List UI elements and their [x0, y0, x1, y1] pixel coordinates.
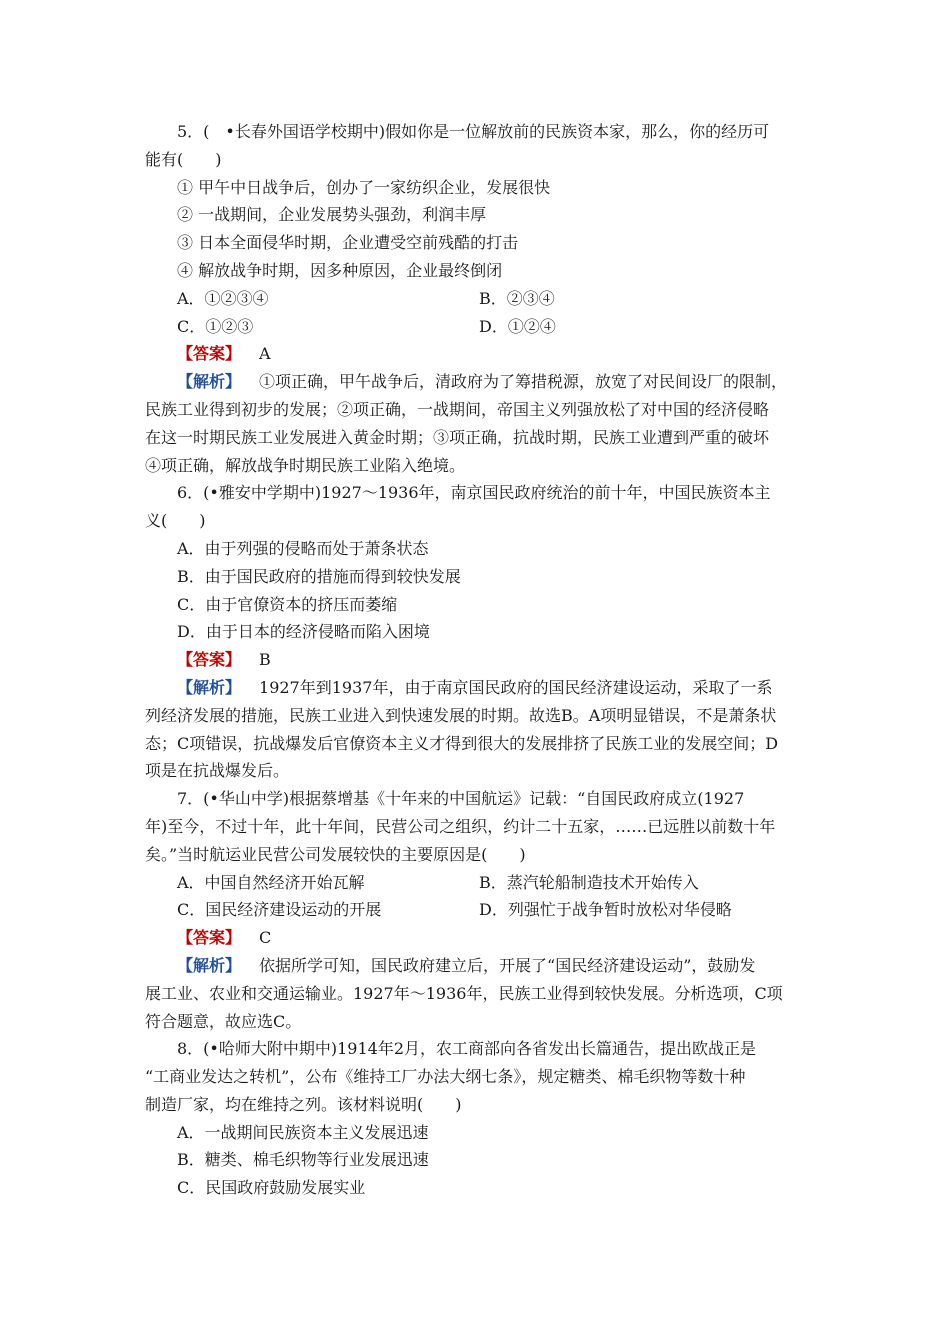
q5-option-a: A．①②③④: [177, 288, 269, 308]
q8-stem-line-2: “工商业发达之转机”，公布《维持工厂办法大纲七条》，规定糖类、棉毛织物等数十种: [145, 1067, 746, 1087]
answer-tag: 【答案】: [177, 928, 242, 948]
q6-option-b: B．由于国民政府的措施而得到较快发展: [177, 566, 461, 586]
q5-stem-line-1: 5．( •长春外国语学校期中)假如你是一位解放前的民族资本家，那么，你的经历可: [177, 122, 770, 141]
analysis-tag: 【解析】: [177, 955, 242, 975]
q7-option-a: A．中国自然经济开始瓦解: [177, 872, 365, 892]
q8-stem-line-1: 8．(•哈师大附中期中)1914年2月，农工商部向各省发出长篇通告，提出欧战正是: [177, 1039, 757, 1059]
q7-stem-line-2: 年)至今，不过十年，此十年间，民营公司之组织，约计二十五家，……已远胜以前数十年: [145, 816, 776, 836]
q6-analysis-line-2: 列经济发展的措施，民族工业进入到快速发展的时期。故选B。A项明显错误，不是萧条状: [145, 705, 777, 725]
q6-analysis-line-3: 态；C项错误，抗战爆发后官僚资本主义才得到很大的发展排挤了民族工业的发展空间；D: [145, 733, 779, 753]
q5-options-row-2: [145, 313, 810, 341]
q6-option-a: A．由于列强的侵略而处于萧条状态: [177, 538, 429, 558]
q6-stem-line-2: 义( ): [145, 511, 206, 531]
q8-stem-line-3: 制造厂家，均在维持之列。该材料说明( ): [145, 1094, 462, 1114]
q6-analysis-line-4: 项是在抗战爆发后。: [145, 761, 290, 781]
q5-option-d: D．①②④: [479, 316, 556, 336]
q7-analysis-line-3: 符合题意，故应选C。: [145, 1011, 302, 1031]
q7-option-d: D．列强忙于战争暂时放松对华侵略: [479, 900, 732, 920]
q5-answer-value: A: [259, 344, 271, 364]
q7-stem-line-3: 矣。”当时航运业民营公司发展较快的主要原因是( ): [145, 844, 526, 864]
q5-stem-line-2: 能有( ): [145, 149, 222, 169]
q8-option-a: A．一战期间民族资本主义发展迅速: [177, 1122, 429, 1142]
q6-answer-value: B: [259, 650, 271, 670]
q7-stem-line-1: 7．(•华山中学)根据蔡增基《十年来的中国航运》记载：“自国民政府成立(1927: [177, 789, 745, 809]
q5-answer-line: [145, 340, 810, 368]
q5-option-b: B．②③④: [479, 288, 555, 308]
q7-analysis-line-2: 展工业、农业和交通运输业。1927年～1936年，民族工业得到较快发展。分析选项，C项: [145, 983, 783, 1003]
q5-statement-2: ② 一战期间，企业发展势头强劲，利润丰厚: [177, 205, 487, 225]
q6-analysis-text-1: 1927年到1937年，由于南京国民政府的国民经济建设运动，采取了一系: [259, 677, 773, 697]
q6-analysis-line-1: [145, 674, 810, 702]
q7-answer-value: C: [259, 928, 272, 948]
q5-analysis-line-3: 在这一时期民族工业发展进入黄金时期；③项正确，抗战时期，民族工业遭到严重的破坏: [145, 427, 770, 447]
q5-analysis-text-1: ①项正确，甲午战争后，清政府为了筹措税源，放宽了对民间设厂的限制，: [259, 372, 788, 392]
q5-statement-3: ③ 日本全面侵华时期，企业遭受空前残酷的打击: [177, 233, 519, 253]
q7-options-row-1: [145, 869, 810, 897]
q6-answer-line: [145, 646, 810, 674]
answer-tag: 【答案】: [177, 650, 242, 670]
q6-option-c: C．由于官僚资本的挤压而萎缩: [177, 594, 398, 614]
q6-option-d: D．由于日本的经济侵略而陷入困境: [177, 622, 430, 642]
q7-analysis-text-1: 依据所学可知，国民政府建立后，开展了“国民经济建设运动”，鼓励发: [259, 955, 756, 975]
q5-option-c: C．①②③: [177, 316, 254, 336]
analysis-tag: 【解析】: [177, 677, 242, 697]
document-page: [145, 118, 810, 1202]
q6-stem-line-1: 6．(•雅安中学期中)1927～1936年，南京国民政府统治的前十年，中国民族资本主: [177, 483, 771, 503]
q5-analysis-line-1: [145, 368, 810, 396]
q5-analysis-line-2: 民族工业得到初步的发展；②项正确，一战期间，帝国主义列强放松了对中国的经济侵略: [145, 399, 770, 419]
q7-option-b: B．蒸汽轮船制造技术开始传入: [479, 872, 699, 892]
q8-option-b: B．糖类、棉毛织物等行业发展迅速: [177, 1150, 429, 1170]
q7-answer-line: [145, 924, 810, 952]
analysis-tag: 【解析】: [177, 372, 242, 392]
q7-analysis-line-1: [145, 952, 810, 980]
q7-option-c: C．国民经济建设运动的开展: [177, 900, 382, 920]
answer-tag: 【答案】: [177, 344, 242, 364]
q5-options-row-1: [145, 285, 810, 313]
q8-option-c: C．民国政府鼓励发展实业: [177, 1178, 366, 1198]
q7-options-row-2: [145, 896, 810, 924]
q5-statement-4: ④ 解放战争时期，因多种原因，企业最终倒闭: [177, 260, 503, 280]
q5-analysis-line-4: ④项正确，解放战争时期民族工业陷入绝境。: [145, 455, 466, 475]
q5-statement-1: ① 甲午中日战争后，创办了一家纺织企业，发展很快: [177, 177, 551, 197]
